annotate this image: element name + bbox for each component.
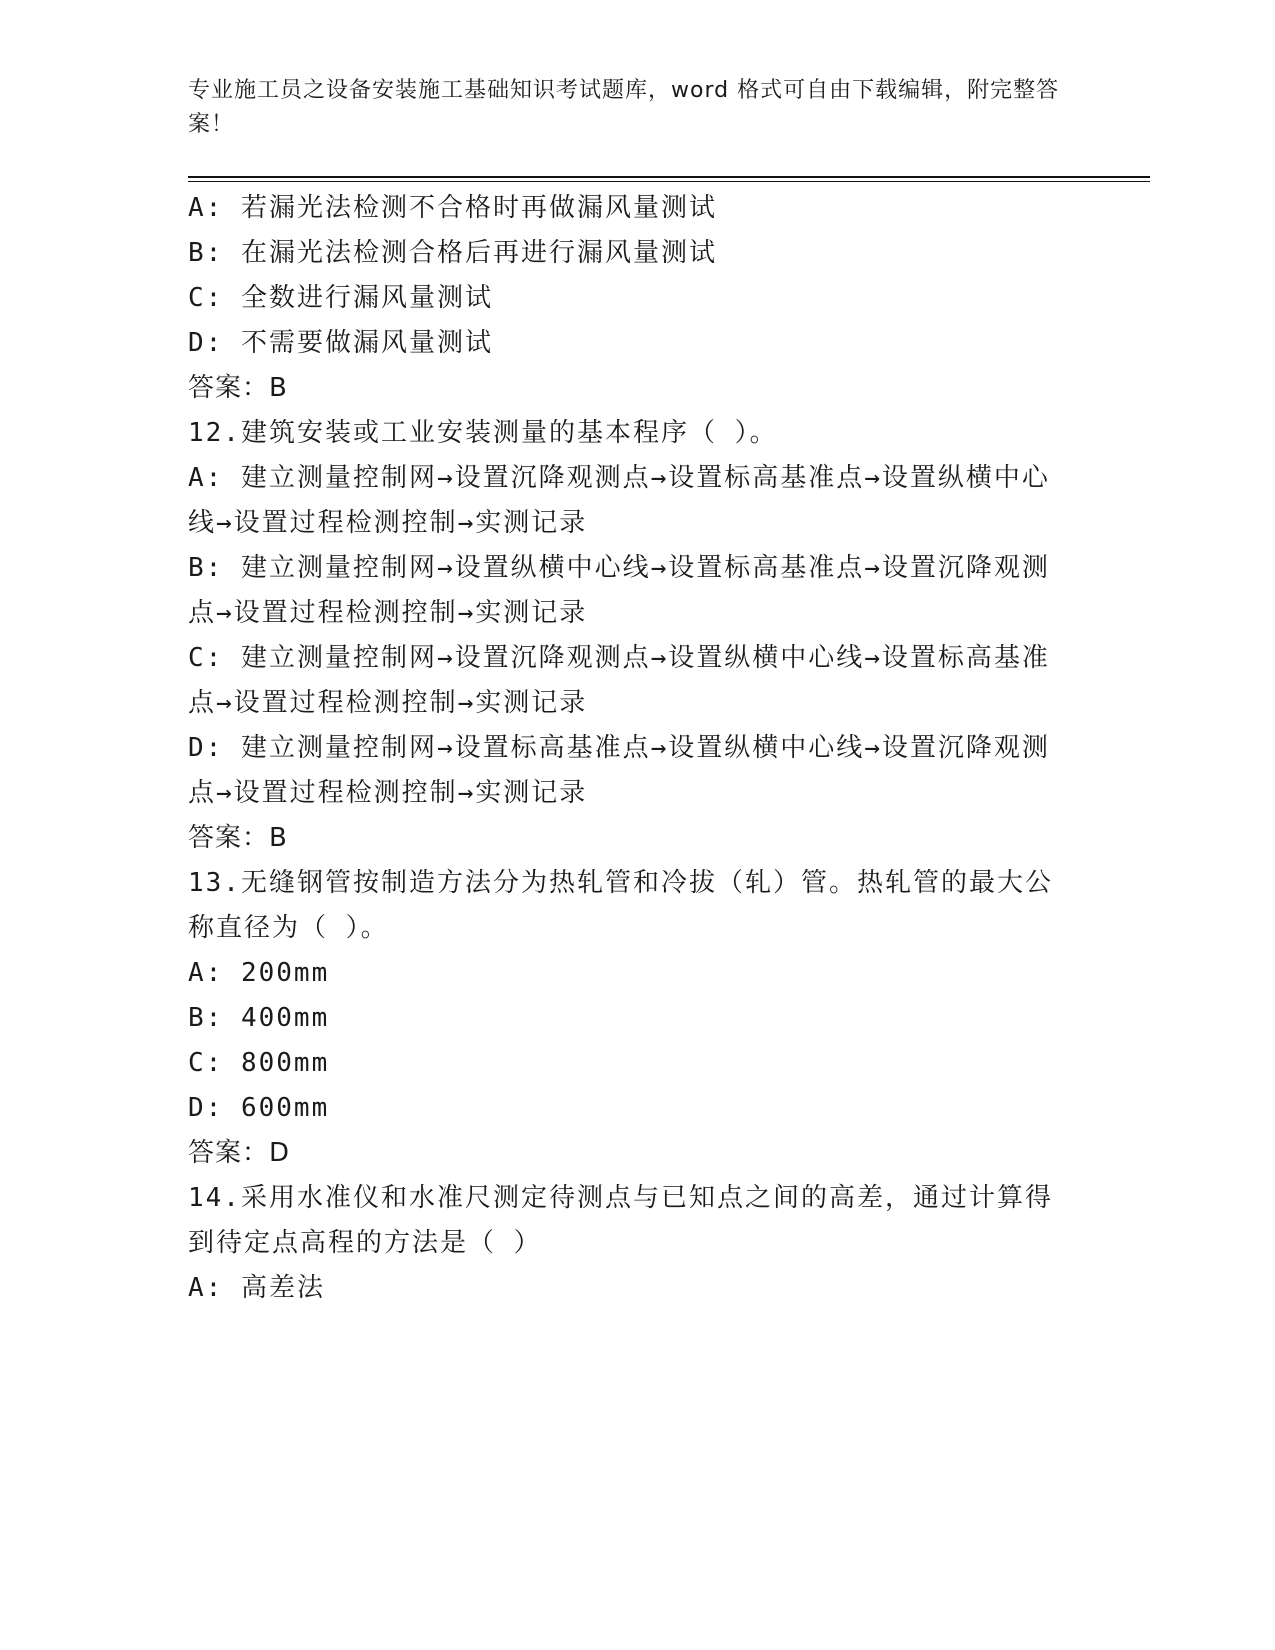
option-d: D: 600mm [188, 1093, 330, 1123]
question-12 [188, 411, 1068, 861]
question-14 [188, 1176, 1068, 1311]
option-c: C: 800mm [188, 1048, 330, 1078]
answer: 答案：D [188, 1138, 291, 1168]
option-d: D: 建立测量控制网→设置标高基准点→设置纵横中心线→设置沉降观测点→设置过程检测控制→实测记录 [188, 733, 1050, 808]
option-b: B: 在漏光法检测合格后再进行漏风量测试 [188, 238, 717, 268]
header-divider-thin [188, 181, 1150, 182]
page-header: 专业施工员之设备安装施工基础知识考试题库，word 格式可自由下载编辑，附完整答案！ [188, 78, 1060, 137]
option-c: C: 全数进行漏风量测试 [188, 283, 493, 313]
answer: 答案：B [188, 373, 288, 403]
option-b: B: 建立测量控制网→设置纵横中心线→设置标高基准点→设置沉降观测点→设置过程检测控制→实测记录 [188, 553, 1050, 628]
question-text: 12.建筑安装或工业安装测量的基本程序（ ）。 [188, 418, 778, 448]
question-13 [188, 861, 1068, 1176]
answer: 答案：B [188, 823, 288, 853]
option-b: B: 400mm [188, 1003, 330, 1033]
option-a: A: 若漏光法检测不合格时再做漏风量测试 [188, 193, 717, 223]
question-11 [188, 186, 1068, 411]
option-a: A: 高差法 [188, 1273, 325, 1303]
question-text: 13.无缝钢管按制造方法分为热轧管和冷拔（轧）管。热轧管的最大公称直径为（ ）。 [188, 868, 1053, 943]
option-a: A: 建立测量控制网→设置沉降观测点→设置标高基准点→设置纵横中心线→设置过程检测控制→实测记录 [188, 463, 1050, 538]
option-d: D: 不需要做漏风量测试 [188, 328, 493, 358]
option-a: A: 200mm [188, 958, 330, 988]
question-text: 14.采用水准仪和水准尺测定待测点与已知点之间的高差，通过计算得到待定点高程的方法是（ ） [188, 1183, 1053, 1258]
document-body [188, 186, 1068, 1311]
option-c: C: 建立测量控制网→设置沉降观测点→设置纵横中心线→设置标高基准点→设置过程检测控制→实测记录 [188, 643, 1050, 718]
header-divider [188, 176, 1150, 178]
